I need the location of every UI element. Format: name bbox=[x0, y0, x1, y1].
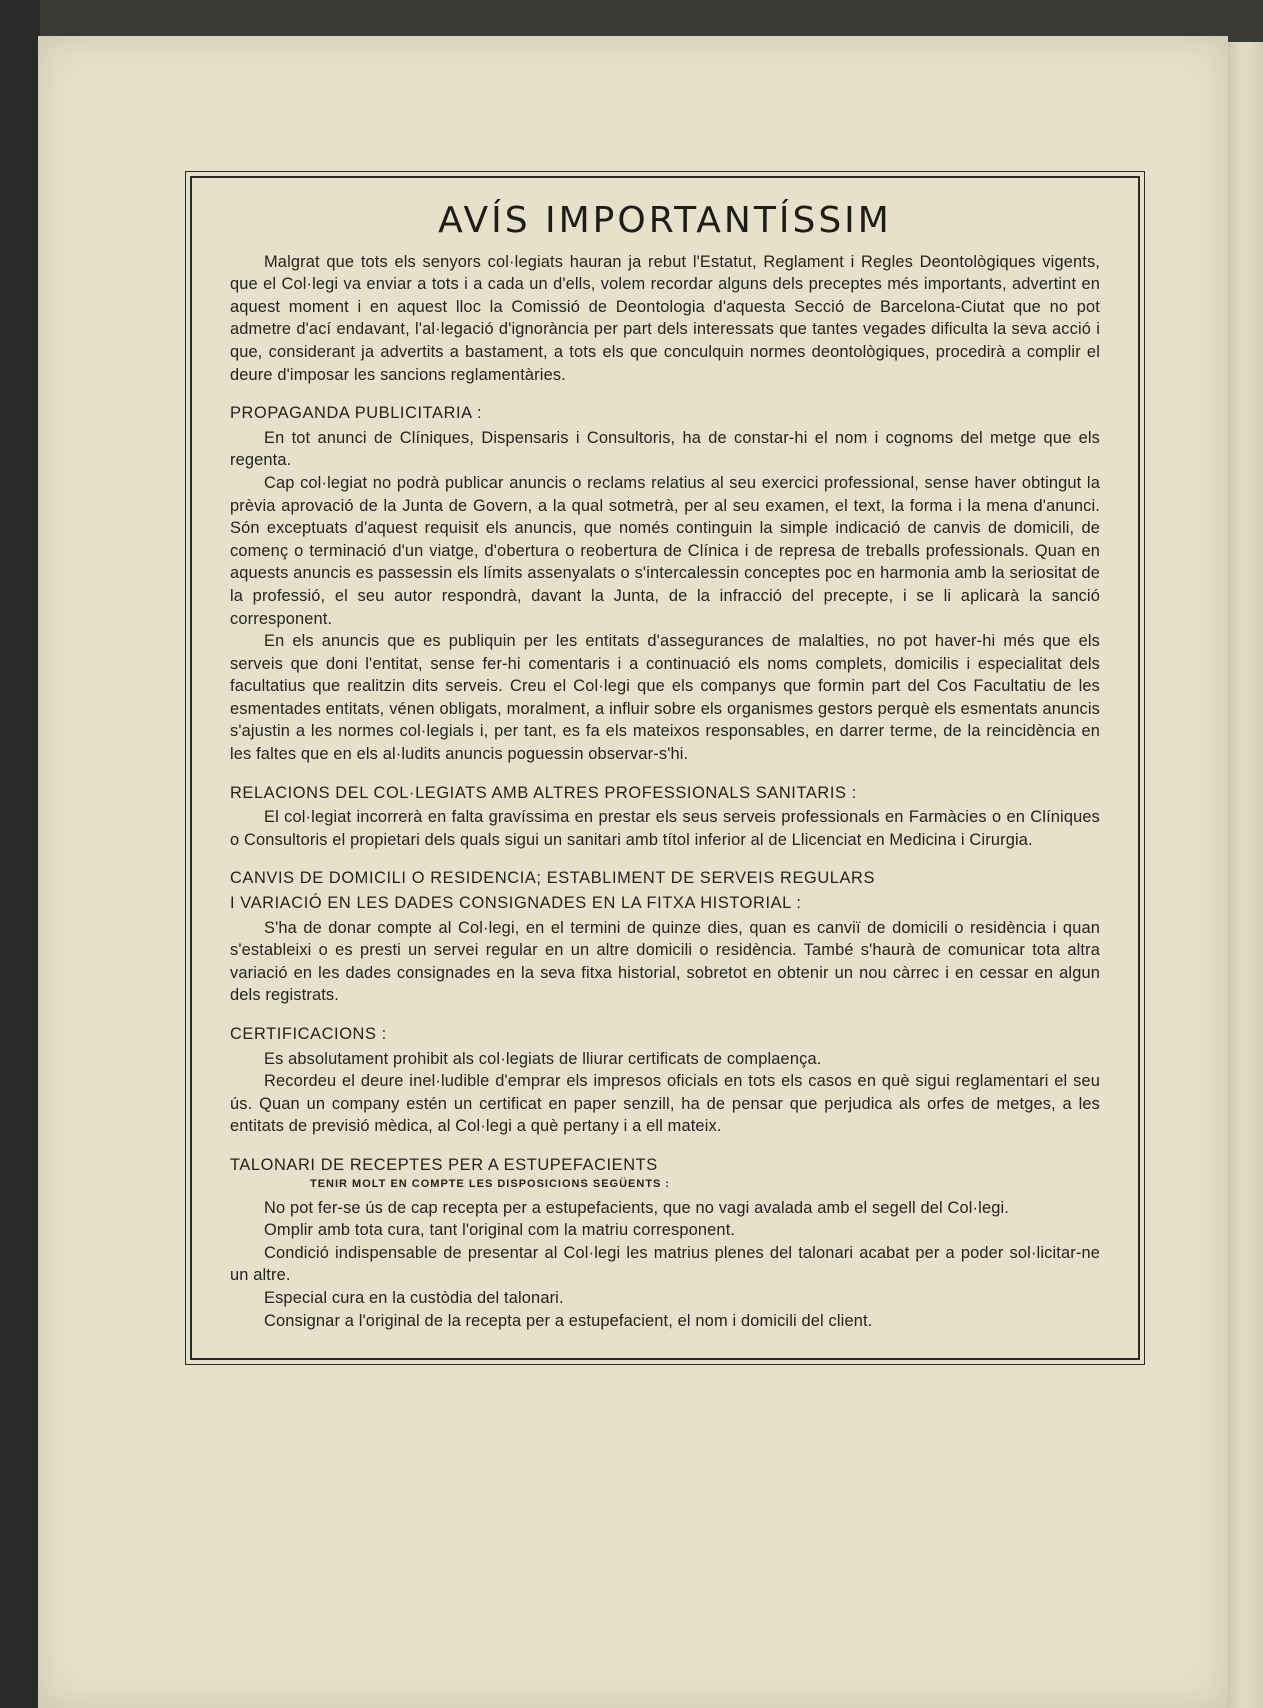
section-paragraph: Cap col·legiat no podrà publicar anuncis o reclams relatius al seu exercici professional, sense haver obtingut la prèvia aprovació de la Junta de Govern, a la qual sotmetrà, per al seu examen, el text, la forma i la mena d'anunci. Són exceptuats d'aquest requisit els anuncis, que només continguin la simple indicació de canvis de domicili, de començ o terminació d'un viatge, d'obertura o reobertura de Clínica i de represa de treballs professionals. Quan en aquests anuncis es passessin els límits assenyalats o s'intercalessin conceptes poc en harmonia amb la seriositat de la professió, el seu autor respondrà, davant la Junta, de la infracció del precepte, i se li aplicarà la sanció corresponent. bbox=[230, 473, 1100, 628]
section-talonari bbox=[230, 1154, 1100, 1332]
section-paragraph: No pot fer-se ús de cap recepta per a estupefacients, que no vagi avalada amb el segell del Col·legi. bbox=[264, 1198, 1009, 1217]
section-propaganda bbox=[230, 402, 1100, 766]
section-heading-continued: I VARIACIÓ EN LES DADES CONSIGNADES EN LA FITXA HISTORIAL : bbox=[230, 894, 802, 913]
section-certificacions bbox=[230, 1023, 1100, 1138]
section-paragraph: Recordeu el deure inel·ludible d'emprar els impresos oficials en tots els casos en què sigui reglamentari el seu ús. Quan un company estén un certificat en paper senzill, ha de pensar que perjudica als orfes de metges, a les entitats de previsió mèdica, al Col·legi a què pertany i a ell mateix. bbox=[230, 1072, 1100, 1136]
notice-title: AVÍS IMPORTANTÍSSIM bbox=[438, 200, 892, 241]
section-heading: TALONARI DE RECEPTES PER A ESTUPEFACIENTS bbox=[230, 1155, 658, 1174]
notice-content bbox=[230, 192, 1100, 1332]
section-paragraph: El col·legiat incorrerà en falta gravíssima en prestar els seus serveis professionals en Farmàcies o en Clíniques o Consultoris el propietari dels quals sigui un sanitari amb títol inferior al de Llicenciat en Medicina i Cirurgia. bbox=[230, 808, 1100, 849]
section-paragraph: S'ha de donar compte al Col·legi, en el termini de quinze dies, quan es canviï de domicili o residència i quan s'estableixi o es presti un servei regular en un altre domicili o residència. També s'haurà de comunicar tota altra variació en les dades consignades en la seva fitxa historial, sobretot en obtenir un nou càrrec i en cessar en algun dels registrats. bbox=[230, 918, 1100, 1005]
intro-paragraph: Malgrat que tots els senyors col·legiats hauran ja rebut l'Estatut, Reglament i Regles Deontològiques vigents, que el Col·legi va enviar a tots i a cada un d'ells, volem recordar alguns dels preceptes més importants, advertint en aquest moment i en aquest lloc la Comissió de Deontologia d'aquesta Secció de Barcelona-Ciutat que no pot admetre d'ací endavant, l'al·legació d'ignorància per part dels interessats que tantes vegades dificulta la seva acció i que, considerant ja advertits a bastament, a tots els que conculquin normes deontològiques, procedirà a complir el deure d'imposar les sancions reglamentàries. bbox=[230, 252, 1100, 384]
section-heading: PROPAGANDA PUBLICITARIA : bbox=[230, 404, 483, 423]
section-heading: CERTIFICACIONS : bbox=[230, 1025, 387, 1043]
section-subheading: TENIR MOLT EN COMPTE LES DISPOSICIONS SEGÜENTS : bbox=[310, 1177, 671, 1190]
section-canvis-domicili bbox=[230, 867, 1100, 1007]
section-paragraph: Es absolutament prohibit als col·legiats de lliurar certificats de complaença. bbox=[264, 1049, 822, 1068]
scan-background-left bbox=[0, 0, 40, 1708]
section-paragraph: En els anuncis que es publiquin per les entitats d'assegurances de malalties, no pot haver-hi més que els serveis que doni l'entitat, sense fer-hi comentaris i a continuació els noms complets, domicilis i especialitat dels facultatius que realitzin dits serveis. Creu el Col·legi que els companys que formin part del Cos Facultatiu de les esmentades entitats, vénen obligats, moralment, a influir sobre els organismes gestors perquè els esmentats anuncis s'ajustin a les normes col·legials i, per tant, es fa els mateixos responsables, en darrer terme, de la reincidència en les faltes que en els al·ludits anuncis poguessin observar-s'hi. bbox=[230, 632, 1100, 764]
section-paragraph: Especial cura en la custòdia del talonari. bbox=[264, 1288, 564, 1307]
section-paragraph: Condició indispensable de presentar al Col·legi les matrius plenes del talonari acabat per a poder sol·licitar-ne un altre. bbox=[230, 1243, 1100, 1285]
section-heading: RELACIONS DEL COL·LEGIATS AMB ALTRES PROFESSIONALS SANITARIS : bbox=[230, 783, 857, 802]
facing-page-edge bbox=[1228, 42, 1263, 1708]
section-heading: CANVIS DE DOMICILI O RESIDENCIA; ESTABLIMENT DE SERVEIS REGULARS bbox=[230, 869, 875, 888]
section-paragraph: Consignar a l'original de la recepta per a estupefacient, el nom i domicili del client. bbox=[264, 1311, 873, 1330]
section-paragraph: Omplir amb tota cura, tant l'original com la matriu corresponent. bbox=[264, 1221, 736, 1240]
section-paragraph: En tot anunci de Clíniques, Dispensaris i Consultoris, ha de constar-hi el nom i cognoms del metge que els regenta. bbox=[230, 428, 1100, 470]
section-relacions bbox=[230, 782, 1100, 852]
